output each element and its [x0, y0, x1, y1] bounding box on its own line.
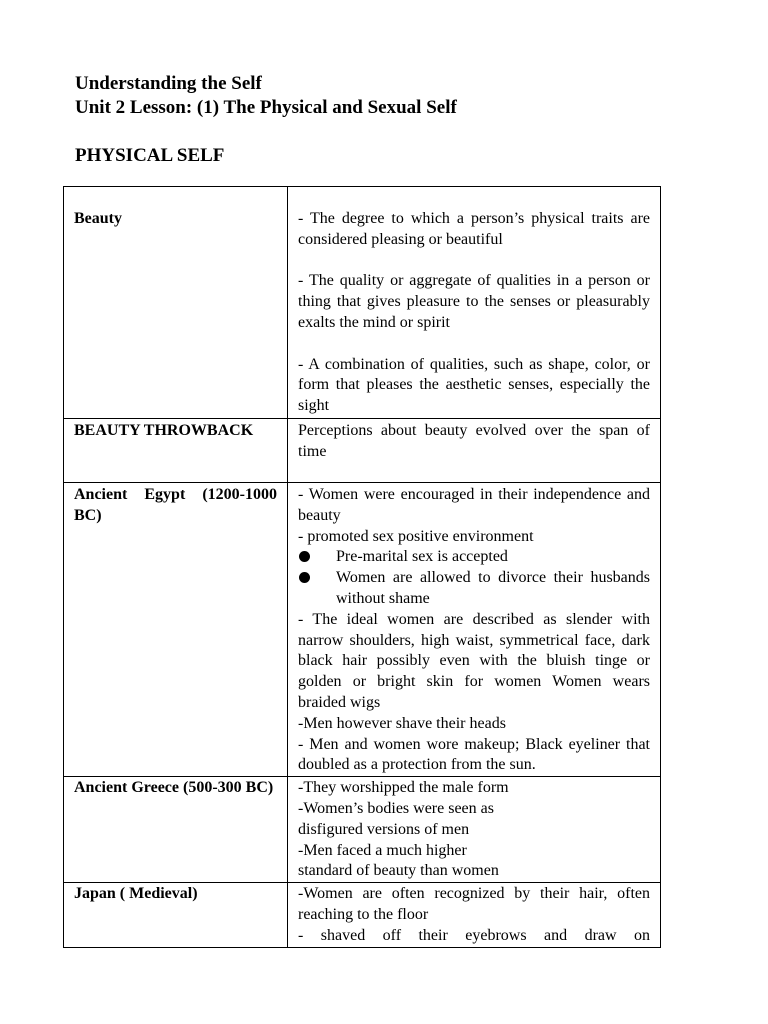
description-paragraph: - A combination of qualities, such as shape, color, or form that pleases the aesthetic senses, especially the sight	[298, 355, 650, 415]
table-row	[64, 777, 661, 883]
description-line: - The ideal women are described as slender with narrow shoulders, high waist, symmetrical face, dark black hair possibly even with the bluish tinge or golden or bright skin for women Women wears braided wigs	[298, 610, 650, 711]
section-heading: PHYSICAL SELF	[75, 145, 225, 166]
lesson-subtitle: Unit 2 Lesson: (1) The Physical and Sexual Self	[75, 97, 457, 118]
description-line: standard of beauty than women	[298, 862, 499, 880]
bullet-dot-icon	[299, 572, 310, 583]
description-line: -Men faced a much higher	[298, 841, 467, 859]
description-line: -They worshipped the male form	[298, 779, 509, 797]
row-label-text: Ancient Greece (500-300 BC)	[74, 779, 274, 797]
row-description	[288, 187, 661, 419]
physical-self-table	[63, 186, 661, 948]
row-description	[288, 419, 661, 483]
document-title: Understanding the Self	[75, 73, 262, 94]
row-label-text: Ancient Egypt (1200-1000 BC)	[74, 486, 277, 524]
row-label-text: Beauty	[74, 210, 122, 227]
description-line: -Women are often recognized by their hair, often reaching to the floor	[298, 885, 650, 923]
row-label-text: Japan ( Medieval)	[74, 885, 198, 903]
row-description	[288, 483, 661, 777]
table-row	[64, 883, 661, 947]
table-row	[64, 483, 661, 777]
bullet-item	[298, 547, 650, 568]
description-line: - Men and women wore makeup; Black eyeliner that doubled as a protection from the sun.	[298, 735, 650, 774]
row-label	[64, 419, 288, 483]
row-label	[64, 883, 288, 947]
bullet-item	[298, 568, 650, 610]
description-line: disfigured versions of men	[298, 820, 470, 838]
row-label	[64, 777, 288, 883]
table-row	[64, 419, 661, 483]
description-line: - shaved off their eyebrows and draw on	[298, 926, 650, 944]
description-paragraph: Perceptions about beauty evolved over the span of time	[298, 422, 650, 460]
row-description	[288, 883, 661, 947]
description-paragraph: - The degree to which a person’s physical traits are considered pleasing or beautiful	[298, 210, 650, 248]
description-line: -Men however shave their heads	[298, 714, 506, 732]
row-label	[64, 187, 288, 419]
description-line: - promoted sex positive environment	[298, 527, 534, 545]
table-row	[64, 187, 661, 419]
row-label	[64, 483, 288, 777]
bullet-text: Pre-marital sex is accepted	[336, 548, 508, 566]
bullet-dot-icon	[299, 551, 310, 562]
description-line: - Women were encouraged in their independence and beauty	[298, 486, 650, 524]
bullet-text: Women are allowed to divorce their husbands without shame	[336, 569, 650, 607]
row-description	[288, 777, 661, 883]
description-line: -Women’s bodies were seen as	[298, 799, 494, 817]
row-label-text: BEAUTY THROWBACK	[74, 422, 254, 439]
description-paragraph: - The quality or aggregate of qualities in a person or thing that gives pleasure to the senses or pleasurably exalts the mind or spirit	[298, 272, 650, 331]
